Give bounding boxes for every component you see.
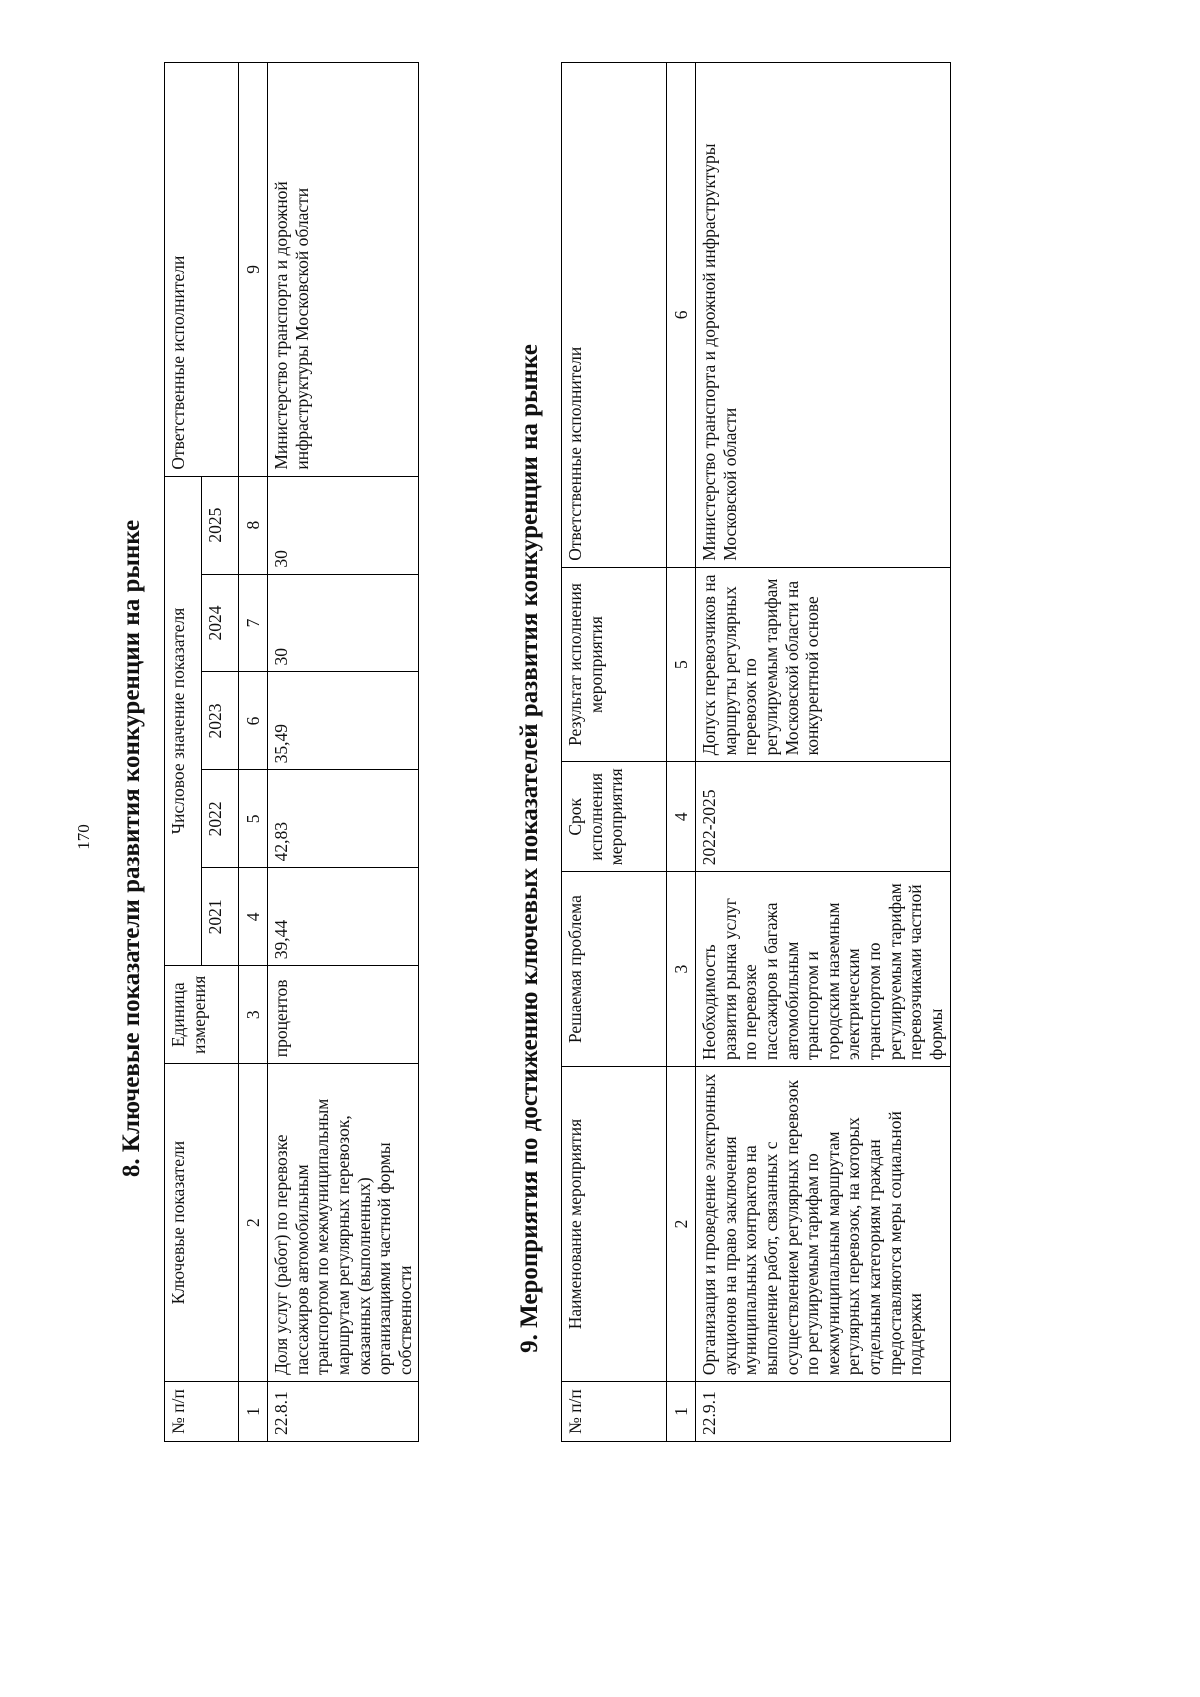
- column-number: 4: [239, 868, 268, 966]
- column-number: 1: [667, 1382, 696, 1442]
- column-number: 9: [239, 63, 268, 477]
- section9-number-row: [667, 63, 696, 1442]
- responsible-text: Министерство транспорта и дорожной инфраструктуры Московской области: [696, 63, 951, 568]
- header-deadline: Срок исполнения мероприятия: [562, 762, 667, 872]
- section8-header-row: [165, 63, 202, 1442]
- value-2023: 35,49: [268, 672, 419, 770]
- header-year-2021: 2021: [202, 868, 239, 966]
- column-number: 5: [239, 770, 268, 868]
- column-number: 1: [239, 1382, 268, 1442]
- column-number: 4: [667, 762, 696, 872]
- column-number: 6: [667, 63, 696, 568]
- column-number: 7: [239, 574, 268, 672]
- row-number: 22.9.1: [696, 1382, 951, 1442]
- column-number: 8: [239, 476, 268, 574]
- header-year-2022: 2022: [202, 770, 239, 868]
- unit-value: процентов: [268, 966, 419, 1064]
- header-name: Наименование мероприятия: [562, 1067, 667, 1382]
- page-number: 170: [74, 824, 93, 850]
- table-row: [268, 63, 419, 1442]
- header-no: № п/п: [165, 1382, 239, 1442]
- header-problem: Решаемая проблема: [562, 872, 667, 1067]
- responsible-text: Министерство транспорта и дорожной инфраструктуры Московской области: [268, 63, 419, 477]
- row-number: 22.8.1: [268, 1382, 419, 1442]
- section8-number-row: [239, 63, 268, 1442]
- deadline-value: 2022-2025: [696, 762, 951, 872]
- header-year-2025: 2025: [202, 476, 239, 574]
- measure-name: Организация и проведение электронных аукционов на право заключения муниципальных контрактов на выполнение работ, связанных с осуществлением регулярных перевозок по регулируемым тарифам по межмуниципальным маршрутам регулярных перевозок, на которых отдельным категориям граждан предоставляются меры социальной поддержки: [696, 1067, 951, 1382]
- result-text: Допуск перевозчиков на маршруты регулярных перевозок по регулируемым тарифам Московской области на конкурентной основе: [696, 567, 951, 762]
- indicator-text: Доля услуг (работ) по перевозке пассажиров автомобильным транспортом по межмуниципальным маршрутам регулярных перевозок, оказанных (выполненных) организациями частной формы собственности: [268, 1064, 419, 1382]
- header-unit: Единица измерения: [165, 966, 239, 1064]
- header-result: Результат исполнения мероприятия: [562, 567, 667, 762]
- value-2024: 30: [268, 574, 419, 672]
- header-responsible: Ответственные исполнители: [165, 63, 239, 477]
- column-number: 6: [239, 672, 268, 770]
- value-2022: 42,83: [268, 770, 419, 868]
- column-number: 5: [667, 567, 696, 762]
- header-responsible: Ответственные исполнители: [562, 63, 667, 568]
- section9-table: [561, 62, 951, 1442]
- section8-table: [164, 62, 419, 1442]
- section8-title: 8. Ключевые показатели развития конкуренции на рынке: [118, 519, 145, 1178]
- header-year-2024: 2024: [202, 574, 239, 672]
- value-2025: 30: [268, 476, 419, 574]
- section9-title: 9. Мероприятия по достижению ключевых показателей развития конкуренции на рынке: [516, 344, 543, 1353]
- section9-header-row: [562, 63, 667, 1442]
- value-2021: 39,44: [268, 868, 419, 966]
- problem-text: Необходимость развития рынка услуг по перевозке пассажиров и багажа автомобильным транспортом и городским наземным электрическим транспортом по регулируемым тарифам перевозчиками частной формы: [696, 872, 951, 1067]
- column-number: 2: [239, 1064, 268, 1382]
- header-year-2023: 2023: [202, 672, 239, 770]
- column-number: 3: [667, 872, 696, 1067]
- header-value-group: Числовое значение показателя: [165, 476, 202, 966]
- header-indicators: Ключевые показатели: [165, 1064, 239, 1382]
- column-number: 2: [667, 1067, 696, 1382]
- column-number: 3: [239, 966, 268, 1064]
- table-row: [696, 63, 951, 1442]
- header-no: № п/п: [562, 1382, 667, 1442]
